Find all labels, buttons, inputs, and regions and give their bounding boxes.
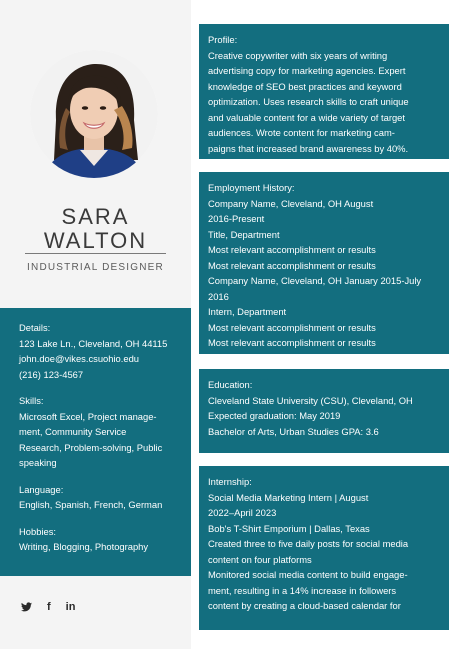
internship-line: Created three to five daily posts for social media: [208, 538, 409, 549]
profile-line: paigns that increased brand awareness by 40%.: [208, 142, 409, 154]
employment-line: Most relevant accomplishment or results: [208, 259, 376, 271]
internship-line: content by creating a cloud-based calendar for: [208, 600, 401, 611]
employment-line: 2016: [208, 290, 229, 302]
internship-line: content on four platforms: [208, 553, 312, 565]
education-line: Bachelor of Arts, Urban Studies GPA: 3.6: [208, 425, 379, 437]
profile-line: knowledge of SEO best practices and keyword: [208, 80, 402, 92]
twitter-icon[interactable]: [21, 602, 32, 612]
education-heading: Education:: [208, 379, 253, 390]
internship-heading: Internship:: [208, 476, 252, 487]
internship-line: Social Media Marketing Intern | August: [208, 491, 369, 503]
hobbies-section: [19, 524, 181, 555]
facebook-icon[interactable]: f: [47, 601, 51, 613]
profile-photo: [30, 50, 158, 178]
employment-line: Title, Department: [208, 228, 280, 240]
name-divider: [25, 253, 166, 254]
skills-section: [19, 393, 181, 471]
internship-section: [199, 466, 449, 630]
profile-line: and valuable content for a wide variety of target: [208, 111, 405, 123]
profile-line: advertising copy for marketing agencies. Expert: [208, 65, 406, 76]
internship-line: Bob's T-Shirt Emporium | Dallas, Texas: [208, 522, 370, 534]
social-links: [21, 600, 75, 614]
employment-line: 2016-Present: [208, 213, 265, 224]
first-name: SARA: [61, 204, 130, 229]
employment-line: Company Name, Cleveland, OH August: [208, 197, 374, 209]
education-section: [199, 369, 449, 453]
employment-line: Intern, Department: [208, 306, 287, 317]
employment-section: [199, 172, 449, 354]
internship-line: Monitored social media content to build engage-: [208, 569, 408, 580]
last-name: WALTON: [43, 228, 148, 253]
employment-line: Most relevant accomplishment or results: [208, 321, 376, 333]
sidebar: [0, 0, 191, 649]
skills-line: speaking: [19, 457, 57, 468]
skills-line: Microsoft Excel, Project manage-: [19, 410, 157, 422]
hobbies-heading: Hobbies:: [19, 525, 57, 537]
profile-line: Creative copywriter with six years of writing: [208, 49, 388, 61]
profile-line: audiences. Wrote content for marketing cam-: [208, 127, 395, 138]
details-email[interactable]: john.doe@vikes.csuohio.edu: [19, 353, 140, 364]
linkedin-icon[interactable]: in: [65, 601, 76, 613]
education-line: Cleveland State University (CSU), Cleveland, OH: [208, 394, 413, 406]
details-phone: (216) 123-4567: [19, 368, 84, 380]
language-section: [19, 482, 181, 513]
details-heading: Details:: [19, 322, 51, 333]
profile-heading: Profile:: [208, 34, 238, 45]
profile-line: optimization. Uses research skills to craft unique: [208, 96, 409, 107]
language-heading: Language:: [19, 483, 64, 495]
hobbies-line: Writing, Blogging, Photography: [19, 541, 149, 552]
employment-line: Most relevant accomplishment or results: [208, 244, 376, 255]
contact-panel: [0, 308, 191, 576]
job-title: INDUSTRIAL DESIGNER: [27, 262, 164, 273]
skills-line: ment, Community Service: [19, 426, 127, 437]
internship-line: ment, resulting in a 14% increase in followers: [208, 584, 397, 596]
internship-line: 2022–April 2023: [208, 507, 277, 518]
profile-section: [199, 24, 449, 159]
skills-line: Research, Problem-solving, Public: [19, 441, 163, 453]
skills-heading: Skills:: [19, 395, 44, 406]
education-line: Expected graduation: May 2019: [208, 410, 341, 421]
language-line: English, Spanish, French, German: [19, 499, 163, 510]
employment-line: Company Name, Cleveland, OH January 2015-July: [208, 275, 422, 286]
employment-line: Most relevant accomplishment or results: [208, 337, 376, 348]
details-address: 123 Lake Ln., Cleveland, OH 44115: [19, 337, 168, 349]
details-section: [19, 320, 181, 382]
employment-heading: Employment History:: [208, 182, 295, 193]
